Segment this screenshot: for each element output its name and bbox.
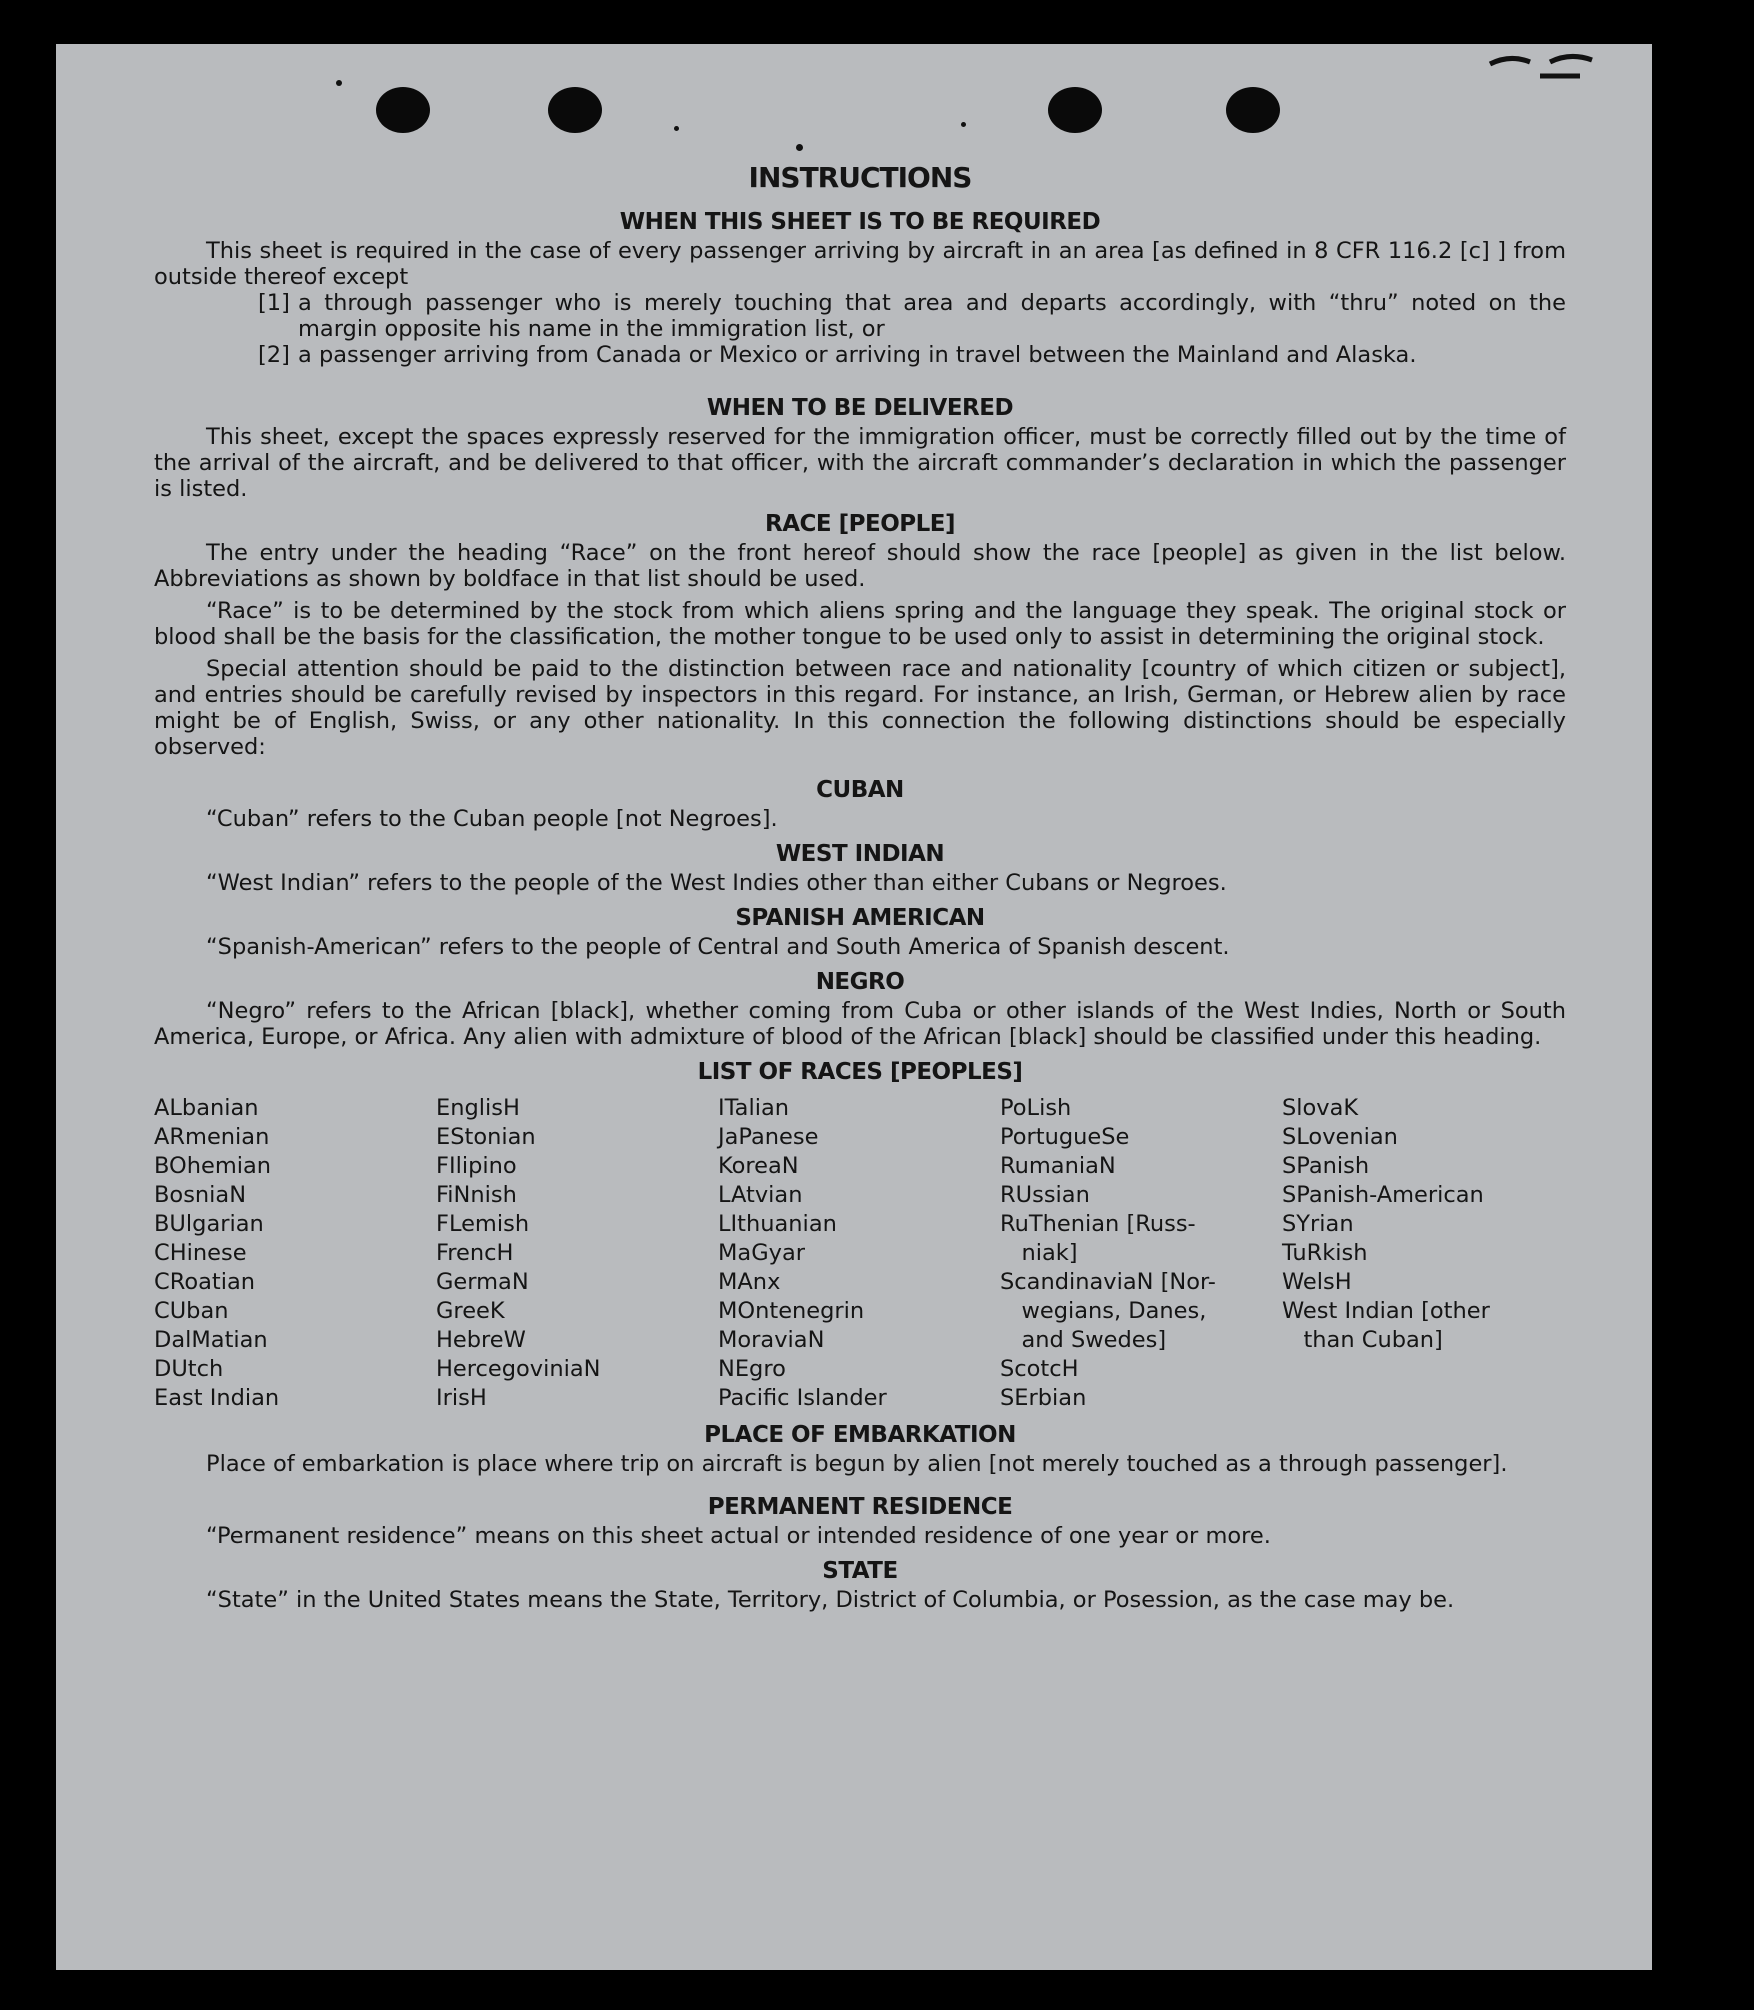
race-entry: NEgro [718, 1356, 786, 1382]
heading-negro: NEGRO [815, 969, 905, 995]
race-entry: CHinese [154, 1240, 247, 1266]
race-entry: SYrian [1282, 1211, 1354, 1237]
heading-delivered: WHEN TO BE DELIVERED [706, 395, 1014, 421]
race-entry: ScotcH [1000, 1356, 1079, 1382]
race-entry: wegians, Danes, [1000, 1298, 1207, 1324]
race-entry: WelsH [1282, 1269, 1352, 1295]
race-entry: PortugueSe [1000, 1124, 1130, 1150]
punch-hole [1226, 87, 1280, 133]
race-entry: FiNnish [436, 1182, 517, 1208]
race-entry: LIthuanian [718, 1211, 837, 1237]
race-entry: BOhemian [154, 1153, 272, 1179]
heading-cuban: CUBAN [816, 777, 904, 803]
race-entry: MaGyar [718, 1240, 805, 1266]
race-entry: MAnx [718, 1269, 781, 1295]
race-entry: MoraviaN [718, 1327, 825, 1353]
race-entry: GreeK [436, 1298, 505, 1324]
race-entry: ScandinaviaN [Nor- [1000, 1269, 1216, 1295]
race-entry: MOntenegrin [718, 1298, 865, 1324]
race-entry: KoreaN [718, 1153, 799, 1179]
punch-hole [376, 87, 430, 133]
race-entry: West Indian [other [1282, 1298, 1490, 1324]
list-item [258, 342, 1566, 368]
race-entry: SErbian [1000, 1385, 1087, 1411]
race-entry: BUlgarian [154, 1211, 264, 1237]
item-text: a through passenger who is merely touching that area and departs accordingly, with “thru” noted on the margin opposite his name in the immigration list, or [298, 290, 1566, 342]
race-entry: EnglisH [436, 1095, 520, 1121]
race-entry: SPanish-American [1282, 1182, 1484, 1208]
residence-text: “Permanent residence” means on this sheet actual or intended residence of one year or more. [206, 1523, 1271, 1549]
item-number: [2] [258, 342, 290, 368]
page-title: INSTRUCTIONS [748, 161, 972, 194]
race-entry: JaPanese [718, 1124, 819, 1150]
punch-hole [1048, 87, 1102, 133]
race-entry: RumaniaN [1000, 1153, 1116, 1179]
cuban-text: “Cuban” refers to the Cuban people [not Negroes]. [206, 806, 778, 832]
race-entry: PoLish [1000, 1095, 1072, 1121]
race-paragraph-1: The entry under the heading “Race” on the front hereof should show the race [people] as given in the list below. Abbreviations as shown by boldface in that list should be used. [154, 540, 1566, 592]
heading-residence: PERMANENT RESIDENCE [707, 1494, 1013, 1520]
race-entry: RuThenian [Russ- [1000, 1211, 1196, 1237]
heading-embarkation: PLACE OF EMBARKATION [704, 1422, 1016, 1448]
race-column [154, 1094, 436, 1413]
race-entry: HebreW [436, 1327, 526, 1353]
race-entry: TuRkish [1282, 1240, 1368, 1266]
west-indian-text: “West Indian” refers to the people of the West Indies other than either Cubans or Negroes. [206, 870, 1227, 896]
embarkation-text: Place of embarkation is place where trip on aircraft is begun by alien [not merely touched as a through passenger]. [206, 1451, 1508, 1477]
race-entry: DUtch [154, 1356, 224, 1382]
heading-spanish-american: SPANISH AMERICAN [735, 905, 985, 931]
spanish-american-text: “Spanish-American” refers to the people of Central and South America of Spanish descent. [206, 934, 1230, 960]
heading-required: WHEN THIS SHEET IS TO BE REQUIRED [619, 209, 1101, 235]
race-entry: SLovenian [1282, 1124, 1398, 1150]
race-entry: FLemish [436, 1211, 530, 1237]
item-number: [1] [258, 290, 290, 316]
race-entry: than Cuban] [1282, 1327, 1443, 1353]
race-entry: ARmenian [154, 1124, 270, 1150]
race-entry: LAtvian [718, 1182, 803, 1208]
race-entry: IrisH [436, 1385, 487, 1411]
race-column [1000, 1094, 1282, 1413]
race-entry: EStonian [436, 1124, 536, 1150]
race-column [436, 1094, 718, 1413]
race-entry: niak] [1000, 1240, 1078, 1266]
heading-list-of-races: LIST OF RACES [PEOPLES] [697, 1059, 1023, 1085]
race-paragraph-2: “Race” is to be determined by the stock from which aliens spring and the language they speak. The original stock or blood shall be the basis for the classification, the mother tongue to be used only to assist in determining the original stock. [154, 598, 1566, 650]
speck [796, 144, 803, 151]
race-entry: HercegoviniaN [436, 1356, 601, 1382]
item-text: a passenger arriving from Canada or Mexico or arriving in travel between the Mainland and Alaska. [298, 342, 1417, 368]
required-intro: This sheet is required in the case of every passenger arriving by aircraft in an area [as defined in 8 CFR 116.2 [c] ] from outside thereof except [154, 238, 1566, 290]
race-entry: SlovaK [1282, 1095, 1359, 1121]
race-entry: CUban [154, 1298, 229, 1324]
punch-hole [548, 87, 602, 133]
race-entry: ITalian [718, 1095, 789, 1121]
race-entry: Pacific Islander [718, 1385, 887, 1411]
speck [336, 80, 342, 86]
list-item [258, 290, 1566, 342]
state-text: “State” in the United States means the State, Territory, District of Columbia, or Posession, as the case may be. [206, 1587, 1455, 1613]
delivered-text: This sheet, except the spaces expressly reserved for the immigration officer, must be correctly filled out by the time of the arrival of the aircraft, and be delivered to that officer, with the aircraft commander’s declaration in which the passenger is listed. [154, 424, 1566, 502]
heading-west-indian: WEST INDIAN [775, 841, 945, 867]
race-entry: DalMatian [154, 1327, 268, 1353]
race-entry: CRoatian [154, 1269, 256, 1295]
race-entry: SPanish [1282, 1153, 1370, 1179]
speck [961, 122, 966, 127]
race-entry: and Swedes] [1000, 1327, 1167, 1353]
race-entry: ALbanian [154, 1095, 259, 1121]
corner-mark [1480, 50, 1600, 80]
heading-state: STATE [822, 1558, 898, 1584]
race-column [1282, 1094, 1564, 1413]
race-paragraph-3: Special attention should be paid to the distinction between race and nationality [country of which citizen or subject], and entries should be carefully revised by inspectors in this regard. For instance, an Irish, German, or Hebrew alien by race might be of English, Swiss, or any other nationality. In this connection the following distinctions should be especially observed: [154, 656, 1566, 760]
heading-race: RACE [PEOPLE] [765, 511, 955, 537]
race-entry: FIlipino [436, 1153, 517, 1179]
document-page [56, 44, 1652, 1970]
race-entry: GermaN [436, 1269, 529, 1295]
speck [674, 126, 679, 131]
race-entry: FrencH [436, 1240, 514, 1266]
race-column [718, 1094, 1000, 1413]
races-list [154, 1094, 1566, 1413]
race-entry: East Indian [154, 1385, 280, 1411]
race-entry: RUssian [1000, 1182, 1090, 1208]
negro-text: “Negro” refers to the African [black], whether coming from Cuba or other islands of the West Indies, North or South America, Europe, or Africa. Any alien with admixture of blood of the African [black] should be classified under this heading. [154, 998, 1566, 1050]
race-entry: BosniaN [154, 1182, 247, 1208]
